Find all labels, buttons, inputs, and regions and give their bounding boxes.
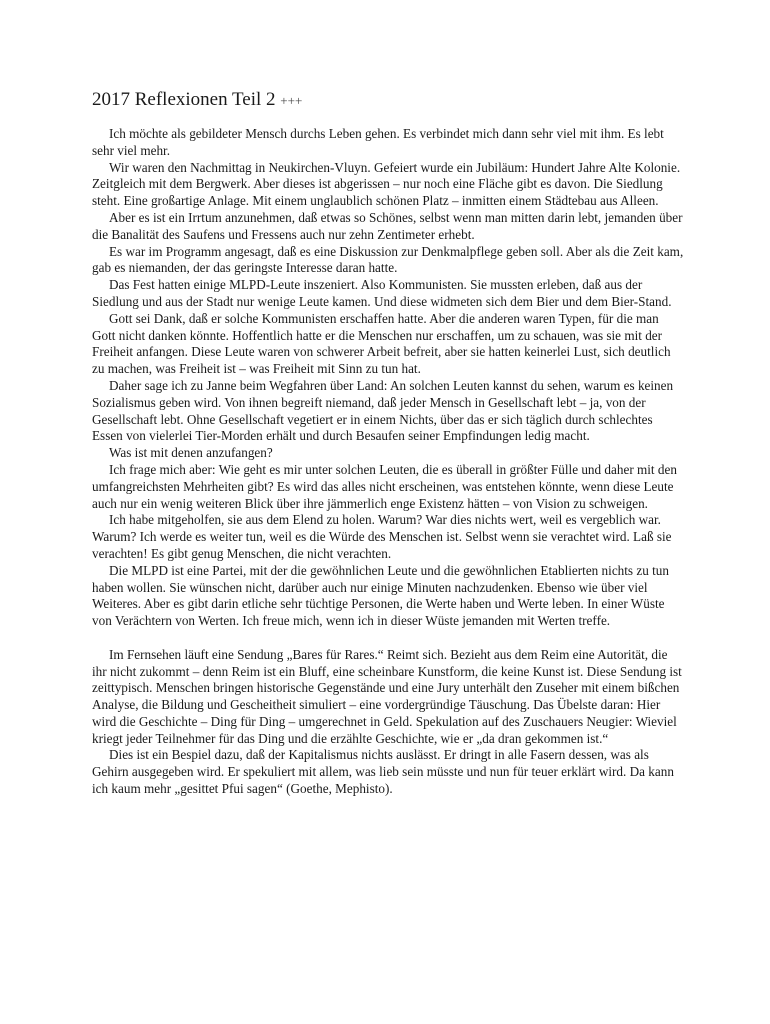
section-gap (92, 630, 684, 647)
title-marks: +++ (280, 93, 303, 108)
paragraph: Gott sei Dank, daß er solche Kommunisten erschaffen hatte. Aber die anderen waren Typen, für die man Gott nicht danken könnte. Hoffentlich hatte er die Menschen nur erschaffen, um zu schauen, was sie mit der Freiheit anfangen. Diese Leute waren von schwerer Arbeit befreit, aber sie hatten keinerlei Lust, sich deutlich zu machen, was Freiheit ist – was Freiheit mit Sinn zu tun hat. (92, 310, 671, 377)
paragraph: Daher sage ich zu Janne beim Wegfahren über Land: An solchen Leuten kannst du sehen, warum es keinen Sozialismus geben wird. Von ihnen begreift niemand, daß jeder Mensch in Gesellschaft lebt – ja, von der Gesellschaft lebt. Ohne Gesellschaft vegetiert er in einem Nichts, über das er sich täglich durch schlechtes Essen von vielerlei Tier-Morden erhält und durch Besaufen seiner Empfindungen ledig macht. (92, 377, 674, 444)
title-text: 2017 Reflexionen Teil 2 (92, 89, 276, 110)
paragraph: Wir waren den Nachmittag in Neukirchen-Vluyn. Gefeiert wurde ein Jubiläum: Hundert Jahre Alte Kolonie. Zeitgleich mit dem Bergwerk. Aber dieses ist abgerissen – nur noch eine Fläche gibt es davon. Die Siedlung steht. Eine großartige Anlage. Mit einem unglaublich schönen Platz – inmitten einem Städtebau aus Alleen. (92, 159, 681, 209)
paragraph: Das Fest hatten einige MLPD-Leute inszeniert. Also Kommunisten. Sie mussten erleben, daß aus der Siedlung und aus der Stadt nur wenige Leute kamen. Und diese widmeten sich dem Bier und dem Bier-Stand. (92, 277, 672, 309)
paragraph: Dies ist ein Bespiel dazu, daß der Kapitalismus nichts auslässt. Er dringt in alle Fasern dessen, was als Gehirn ausgegeben wird. Er spekuliert mit allem, was lieb sein müsste und nun für teuer erklärt wird. Da kann ich kaum mehr „gesittet Pfui sagen“ (Goethe, Mephisto). (92, 747, 674, 797)
paragraph-group-1 (92, 126, 684, 630)
paragraph: Ich habe mitgeholfen, sie aus dem Elend zu holen. Warum? War dies nichts wert, weil es vergeblich war. Warum? Ich werde es weiter tun, weil es die Würde des Menschen ist. Selbst wenn sie verachtet wird. Laß sie verachten! Es gibt genug Menschen, die nicht verachten. (92, 512, 672, 561)
paragraph: Ich frage mich aber: Wie geht es mir unter solchen Leuten, die es überall in größter Fülle und daher mit den umfangreichsten Mehrheiten gibt? Es wird das alles nicht erscheinen, was entstehen könnte, wenn diese Leute auch nur ein wenig weiteren Blick über ihre jämmerlich enge Existenz hätten – von Vision zu schweigen. (92, 461, 677, 511)
paragraph: Im Fernsehen läuft eine Sendung „Bares für Rares.“ Reimt sich. Bezieht aus dem Reim eine Autorität, die ihr nicht zukommt – denn Reim ist ein Bluff, eine scheinbare Kunstform, die keine Kunst ist. Diese Sendung ist zeittypisch. Menschen bringen historische Gegenstände und eine Jury unterhält den Zuseher mit einem bißchen Analyse, die Bildung und Gescheitheit simuliert – eine vordergründige Täuschung. Das Übelste daran: Hier wird die Geschichte – Ding für Ding – umgerechnet in Geld. Spekulation auf des Zuschauers Neugier: Wieviel kriegt jeder Teilnehmer für das Ding und die erzählte Geschichte, wie er „da dran gekommen ist.“ (92, 646, 682, 746)
paragraph: Die MLPD ist eine Partei, mit der die gewöhnlichen Leute und die gewöhnlichen Etablierten nichts zu tun haben wollen. Sie wünschen nicht, darüber auch nur einige Minuten nachzudenken. Ebenso wie über viel Weiteres. Aber es gibt darin etliche sehr tüchtige Personen, die Werte haben und Werte leben. In einer Wüste von Verächtern von Werten. Ich freue mich, wenn ich in dieser Wüste jemanden mit Werten treffe. (92, 562, 669, 629)
document-title (92, 88, 684, 113)
paragraph: Es war im Programm angesagt, daß es eine Diskussion zur Denkmalpflege geben soll. Aber als die Zeit kam, gab es niemanden, der das geringste Interesse daran hatte. (92, 243, 684, 276)
paragraph: Aber es ist ein Irrtum anzunehmen, daß etwas so Schönes, selbst wenn man mitten darin lebt, jemanden über die Banalität des Saufens und Fressens auch nur zehn Zentimeter erhebt. (92, 209, 683, 242)
document-page (92, 88, 684, 798)
paragraph: Ich möchte als gebildeter Mensch durchs Leben gehen. Es verbindet mich dann sehr viel mit ihm. Es lebt sehr viel mehr. (92, 126, 664, 158)
paragraph: Was ist mit denen anzufangen? (109, 445, 273, 461)
paragraph-group-2 (92, 647, 684, 798)
